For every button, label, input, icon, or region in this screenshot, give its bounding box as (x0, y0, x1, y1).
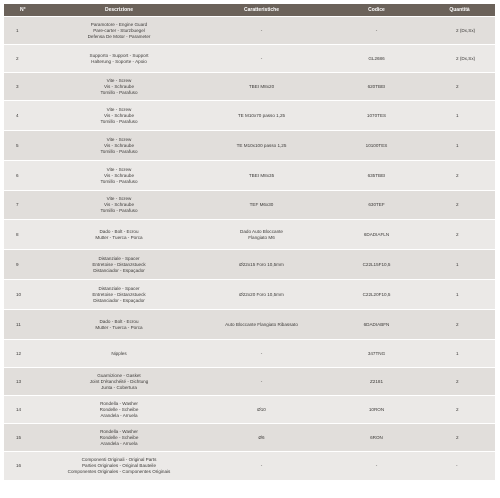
table-row (4, 424, 495, 452)
description-line: Rondelle - Scheibe (99, 406, 139, 412)
description-line: Vis - Schraube (103, 202, 135, 207)
item-quantity: 2 (424, 368, 495, 396)
item-number: 9 (4, 250, 44, 280)
item-number: 12 (4, 340, 44, 368)
item-description (44, 452, 194, 480)
item-description (44, 161, 194, 191)
item-quantity: 2 (424, 310, 495, 340)
item-characteristics: TE M10x70 passo 1,25 (194, 101, 329, 131)
table-row (4, 73, 495, 101)
item-quantity: 1 (424, 250, 495, 280)
item-quantity: 2 (424, 424, 495, 452)
item-code: 6RON (329, 424, 424, 452)
item-description (44, 310, 194, 340)
item-number: 7 (4, 191, 44, 220)
table-row (4, 452, 495, 480)
item-code: - (329, 17, 424, 45)
item-number: 4 (4, 101, 44, 131)
item-code: Z2181 (329, 368, 424, 396)
table-row (4, 368, 495, 396)
description-line: Mutter - Tuerca - Porca (95, 324, 143, 330)
description-line: Distanziale - Spacer (98, 255, 140, 261)
item-code: 630TEF (329, 191, 424, 220)
item-description (44, 424, 194, 452)
description-line: Vite - Screw (106, 196, 132, 201)
item-characteristics: - (194, 452, 329, 480)
table-row (4, 250, 495, 280)
description-line: Dado - Bolt - Ecrou (99, 318, 139, 324)
item-characteristics: - (194, 368, 329, 396)
item-quantity: 2 (424, 73, 495, 101)
item-characteristics: Ø22x15 Foro 10,5mm (194, 250, 329, 280)
table-row (4, 45, 495, 73)
description-line: Vite - Screw (106, 106, 132, 112)
description-line: Tornillo - Parafuso (100, 208, 138, 213)
header-quantity: Quantità (424, 4, 495, 17)
table-row (4, 17, 495, 45)
parts-table (4, 4, 495, 480)
description-line: Vis - Schraube (103, 172, 135, 178)
description-line: Supporto - Support - Support (89, 52, 149, 58)
header-code: Codice (329, 4, 424, 17)
item-characteristics: - (194, 340, 329, 368)
table-row (4, 310, 495, 340)
item-quantity: 2 (Dx,Sx) (424, 45, 495, 73)
description-line: Vite - Screw (106, 136, 132, 142)
item-code: 10RON (329, 396, 424, 424)
item-number: 13 (4, 368, 44, 396)
description-line: Rondelle - Scheibe (99, 434, 139, 440)
item-quantity: 2 (424, 220, 495, 250)
description-line: Arandela - Arruela (100, 412, 138, 418)
item-quantity: 1 (424, 340, 495, 368)
characteristics-line: Dado Auto Bloccante (240, 228, 283, 234)
table-row (4, 191, 495, 220)
item-description (44, 340, 194, 368)
item-characteristics: TE M10x100 passo 1,25 (194, 131, 329, 161)
description-line: Vite - Screw (106, 166, 132, 172)
header-num: N° (4, 4, 44, 17)
item-number: 5 (4, 131, 44, 161)
description-line: Vite - Screw (106, 77, 132, 83)
table-row (4, 396, 495, 424)
description-line: Tornillo - Parafuso (100, 118, 138, 124)
description-line: Arandela - Arruela (100, 440, 138, 446)
item-characteristics: TEF M6x30 (194, 191, 329, 220)
description-line: Tornillo - Parafuso (100, 148, 138, 154)
description-line: Rondella - Washer (100, 428, 138, 434)
item-quantity: 1 (424, 131, 495, 161)
item-code: 620TBEI (329, 73, 424, 101)
description-line: Vis - Schraube (103, 112, 135, 118)
description-line: Tornillo - Parafuso (100, 89, 138, 95)
item-characteristics: TBEI M8x20 (194, 73, 329, 101)
table-row (4, 340, 495, 368)
description-line: Joint D'étanchéité - Dichtung (89, 378, 149, 384)
description-line: Vis - Schraube (103, 142, 135, 148)
description-line: Guarnizione - Gasket (97, 372, 141, 378)
item-quantity: 2 (424, 161, 495, 191)
item-code: 6DADIAFLN (329, 220, 424, 250)
item-description (44, 101, 194, 131)
description-line: Pare-carter - Sturzbuegel (93, 27, 145, 33)
item-number: 16 (4, 452, 44, 480)
item-code: GL2686 (329, 45, 424, 73)
item-description (44, 17, 194, 45)
item-characteristics: TBEI M8x35 (194, 161, 329, 191)
item-description (44, 220, 194, 250)
item-description (44, 191, 194, 220)
item-quantity: 1 (424, 101, 495, 131)
item-characteristics: - (194, 17, 329, 45)
item-number: 6 (4, 161, 44, 191)
item-characteristics (194, 220, 329, 250)
item-characteristics: Ø10 (194, 396, 329, 424)
table-row (4, 131, 495, 161)
item-code: 6DADIABFN (329, 310, 424, 340)
item-characteristics: Ø22x20 Foro 10,5mm (194, 280, 329, 310)
description-line: Componentes Originales - Componentes Originais (67, 468, 171, 474)
item-number: 1 (4, 17, 44, 45)
item-quantity: 1 (424, 280, 495, 310)
item-number: 8 (4, 220, 44, 250)
item-characteristics: Ø6 (194, 424, 329, 452)
description-line: Tornillo - Parafuso (100, 178, 138, 184)
item-description (44, 45, 194, 73)
item-code: 10100TES (329, 131, 424, 161)
item-code: 347TNG (329, 340, 424, 368)
description-line: Componenti Originali - Original Parts (81, 456, 157, 462)
description-line: Vis - Schraube (103, 83, 135, 89)
characteristics-line: Flangiato M6 (248, 234, 275, 240)
description-line: Entretoise - Distanzstueck (92, 291, 146, 297)
table-row (4, 220, 495, 250)
item-description (44, 368, 194, 396)
description-line: Paramotore - Engine Guard (90, 21, 148, 27)
description-line: Parties Originales - Original Bauteile (81, 462, 157, 468)
item-number: 11 (4, 310, 44, 340)
description-line: Defensa De Motor - Parameter (87, 33, 151, 39)
item-code: C22L15F10,5 (329, 250, 424, 280)
description-line: Entretoise - Distanzstueck (92, 261, 146, 267)
table-header-row (4, 4, 495, 17)
item-description (44, 73, 194, 101)
description-line: Rondella - Washer (100, 400, 138, 406)
description-line: Mutter - Tuerca - Porca (95, 234, 143, 240)
table-row (4, 101, 495, 131)
description-line: Halterung - Soporte - Apoio (91, 58, 147, 64)
item-characteristics: - (194, 45, 329, 73)
description-line: Distanciador - Espaçador (93, 297, 145, 303)
item-quantity: - (424, 452, 495, 480)
item-code: C22L20F10,5 (329, 280, 424, 310)
item-quantity: 2 (424, 396, 495, 424)
item-code: 1070TES (329, 101, 424, 131)
item-number: 15 (4, 424, 44, 452)
item-number: 2 (4, 45, 44, 73)
description-line: Distanciador - Espaçador (93, 267, 145, 273)
item-description (44, 131, 194, 161)
header-characteristics: Caratteristiche (194, 4, 329, 17)
table-row (4, 161, 495, 191)
description-line: Distanziale - Spacer (98, 285, 140, 291)
item-characteristics: Auto Bloccante Flangiato Ribassato (194, 310, 329, 340)
item-number: 14 (4, 396, 44, 424)
item-number: 3 (4, 73, 44, 101)
item-description (44, 280, 194, 310)
item-quantity: 2 (424, 191, 495, 220)
item-quantity: 2 (Dx,Sx) (424, 17, 495, 45)
table-row (4, 280, 495, 310)
item-number: 10 (4, 280, 44, 310)
description-line: Dado - Bolt - Ecrou (99, 228, 139, 234)
item-code: - (329, 452, 424, 480)
description-line: Junta - Cobertura (101, 384, 137, 390)
header-description: Descrizione (44, 4, 194, 17)
item-description (44, 396, 194, 424)
item-code: 635TBEI (329, 161, 424, 191)
description-line: Nipples (111, 350, 127, 356)
item-description (44, 250, 194, 280)
